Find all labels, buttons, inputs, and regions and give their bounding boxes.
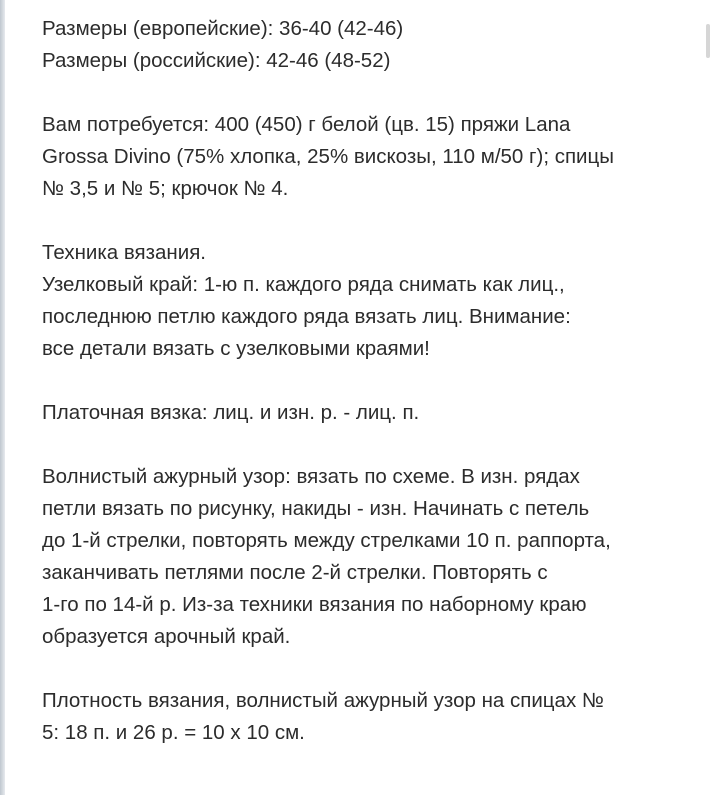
scrollbar-thumb[interactable]: [706, 24, 710, 58]
left-edge-shadow: [0, 0, 5, 795]
text-line: Узелковый край: 1-ю п. каждого ряда снимать как лиц.,: [42, 273, 565, 296]
text-line: Плотность вязания, волнистый ажурный узор на спицах №: [42, 689, 604, 712]
text-line: 5: 18 п. и 26 р. = 10 х 10 см.: [42, 721, 305, 744]
text-line: заканчивать петлями после 2-й стрелки. Повторять с: [42, 561, 548, 584]
text-line: все детали вязать с узелковыми краями!: [42, 337, 430, 360]
paragraph-technique: [42, 237, 692, 365]
paragraph-lace-pattern: [42, 461, 692, 653]
text-line: Техника вязания.: [42, 241, 206, 264]
paragraph-materials: [42, 109, 692, 205]
text-line: № 3,5 и № 5; крючок № 4.: [42, 177, 289, 200]
paragraph-sizes: [42, 13, 692, 77]
text-line: Платочная вязка: лиц. и изн. р. - лиц. п.: [42, 401, 420, 424]
text-line: петли вязать по рисунку, накиды - изн. Начинать с петель: [42, 497, 590, 520]
text-line: Размеры (российские): 42-46 (48-52): [42, 49, 391, 72]
text-line: последнюю петлю каждого ряда вязать лиц. Внимание:: [42, 305, 571, 328]
text-line: Вам потребуется: 400 (450) г белой (цв. 15) пряжи Lana: [42, 113, 571, 136]
text-line: образуется арочный край.: [42, 625, 291, 648]
paragraph-gauge: [42, 685, 692, 749]
text-line: до 1-й стрелки, повторять между стрелками 10 п. раппорта,: [42, 529, 611, 552]
text-line: Волнистый ажурный узор: вязать по схеме. В изн. рядах: [42, 465, 580, 488]
paragraph-garter-stitch: [42, 397, 692, 429]
text-line: 1-го по 14-й р. Из-за техники вязания по наборному краю: [42, 593, 587, 616]
text-line: Размеры (европейские): 36-40 (42-46): [42, 17, 404, 40]
text-line: Grossa Divino (75% хлопка, 25% вискозы, 110 м/50 г); спицы: [42, 145, 614, 168]
document-text: [42, 13, 692, 781]
